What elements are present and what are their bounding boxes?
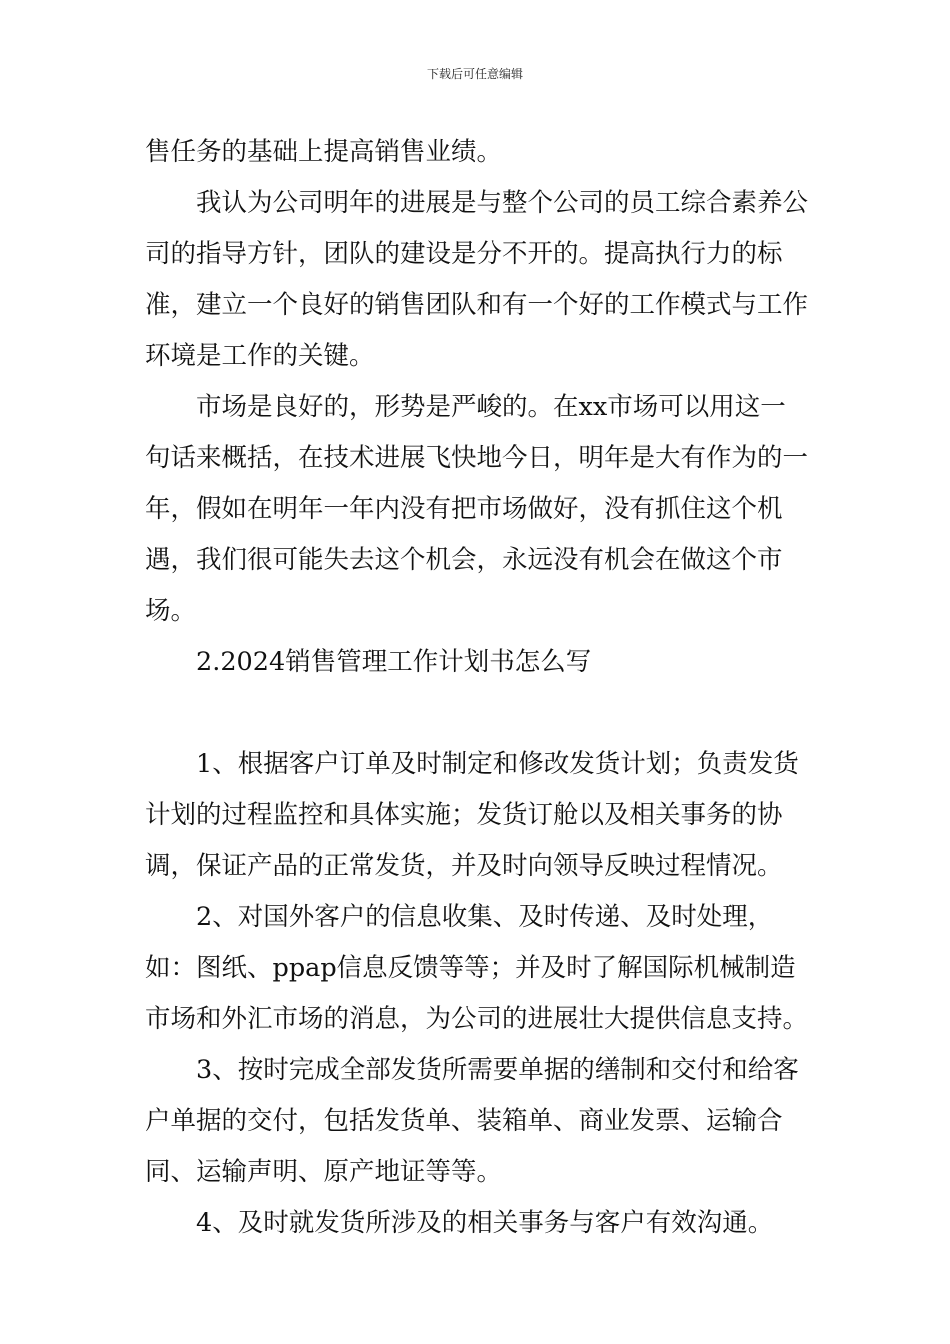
- section-heading: 2.2024销售管理工作计划书怎么写: [196, 647, 592, 677]
- paragraph-continuation: 售任务的基础上提高销售业绩。: [145, 137, 503, 167]
- list-item-2: 2、对国外客户的信息收集、及时传递、及时处理，如：图纸、ppap信息反馈等等；并及时了解国际机械制造市场和外汇市场的消息，为公司的进展壮大提供信息支持。: [145, 902, 809, 1034]
- document-body: [145, 127, 810, 1249]
- blank-line: [145, 688, 810, 739]
- page-header: 下载后可任意编辑: [426, 67, 523, 81]
- paragraph-company-development: 我认为公司明年的进展是与整个公司的员工综合素养公司的指导方针，团队的建设是分不开的。提高执行力的标准，建立一个良好的销售团队和有一个好的工作模式与工作环境是工作的关键。: [145, 188, 809, 371]
- list-item-3: 3、按时完成全部发货所需要单据的缮制和交付和给客户单据的交付，包括发货单、装箱单、商业发票、运输合同、运输声明、原产地证等等。: [145, 1055, 799, 1187]
- paragraph-market: 市场是良好的，形势是严峻的。在xx市场可以用这一句话来概括，在技术进展飞快地今日，明年是大有作为的一年，假如在明年一年内没有把市场做好，没有抓住这个机遇，我们很可能失去这个机会，永远没有机会在做这个市场。: [145, 392, 809, 626]
- list-item-1: 1、根据客户订单及时制定和修改发货计划；负责发货计划的过程监控和具体实施；发货订舱以及相关事务的协调，保证产品的正常发货，并及时向领导反映过程情况。: [145, 749, 799, 881]
- list-item-4: 4、及时就发货所涉及的相关事务与客户有效沟通。: [196, 1208, 774, 1238]
